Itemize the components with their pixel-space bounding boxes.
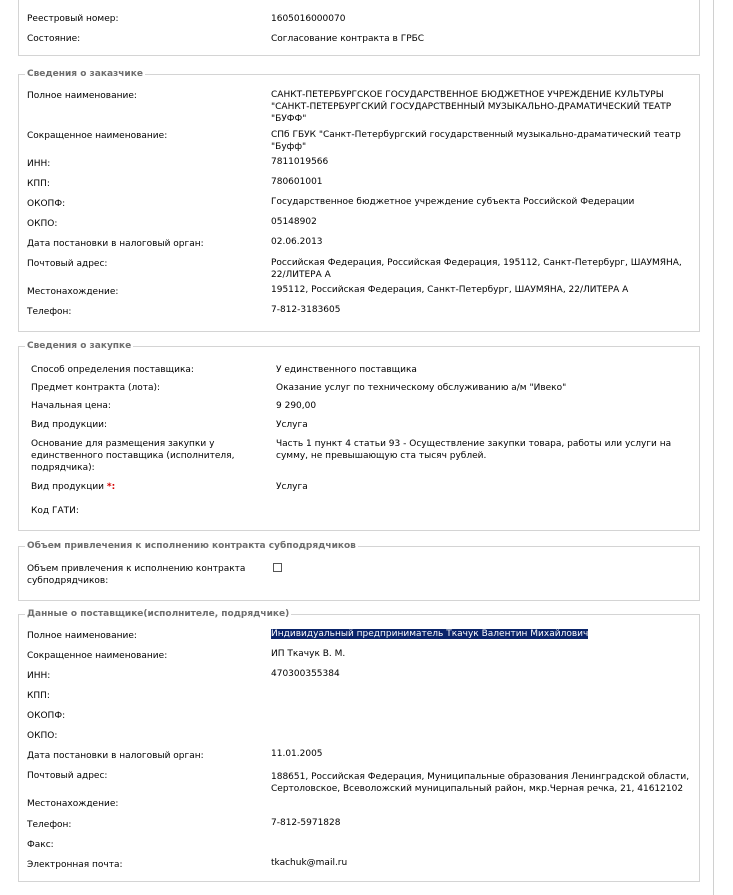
customer-panel [18,69,700,332]
supplier-shortname-label: Сокращенное наименование: [27,651,168,661]
customer-phone-value: 7-812-3183605 [271,305,341,315]
subcontract-legend: Объем привлечения к исполнению контракта субподрядчиков [27,541,356,551]
customer-inn-value: 7811019566 [271,157,329,167]
supplier-shortname-value: ИП Ткачук В. М. [271,649,346,659]
registry-number-label: Реестровый номер: [27,14,119,24]
subcontract-checkbox[interactable] [273,563,282,572]
supplier-email-label: Электронная почта: [27,860,123,870]
customer-okpo-label: ОКПО: [27,219,58,229]
supplier-fullname-label: Полное наименование: [27,631,137,641]
subcontract-label: Объем привлечения к исполнению контракта субподрядчиков: [27,564,246,586]
customer-okopf-label: ОКОПФ: [27,199,66,209]
supplier-okopf-label: ОКОПФ: [27,711,66,721]
supplier-location-label: Местонахождение: [27,799,119,809]
customer-phone-label: Телефон: [27,307,72,317]
supplier-postal-label: Почтовый адрес: [27,771,108,781]
customer-okpo-value: 05148902 [271,217,317,227]
supplier-method-label: Способ определения поставщика: [31,365,194,375]
status-label: Состояние: [27,34,81,44]
supplier-kpp-label: КПП: [27,691,50,701]
customer-fullname-label: Полное наименование: [27,91,137,101]
purchase-legend: Сведения о закупке [27,341,132,351]
supplier-email-value[interactable]: tkachuk@mail.ru [271,858,348,868]
supplier-phone-label: Телефон: [27,820,72,830]
customer-shortname-value: СПб ГБУК "Санкт-Петербургский государственный музыкально-драматический театр "Буфф" [271,130,681,152]
customer-taxdate-label: Дата постановки в налоговый орган: [27,239,204,249]
customer-postal-label: Почтовый адрес: [27,259,108,269]
page-right-border [713,0,714,895]
contract-subject-label: Предмет контракта (лота): [31,383,161,393]
registry-number-value: 1605016000070 [271,14,346,24]
product-type-value: Услуга [276,420,308,430]
status-value: Согласование контракта в ГРБС [271,34,425,44]
initial-price-label: Начальная цена: [31,401,111,411]
product-type-required-text: Вид продукции [31,482,105,492]
customer-kpp-label: КПП: [27,179,50,189]
supplier-inn-value: 470300355384 [271,669,340,679]
supplier-postal-value: 188651, Российская Федерация, Муниципальные образования Ленинградской области, Сертоловское, Всеволожский муниципальный район, мкр.Черная речка, 21, 41612102 [271,772,690,794]
supplier-taxdate-value: 11.01.2005 [271,749,323,759]
supplier-phone-value: 7-812-5971828 [271,818,341,828]
supplier-fullname-value[interactable]: Индивидуальный предприниматель Ткачук Валентин Михайлович [271,629,589,639]
placement-basis-label: Основание для размещения закупки у единственного поставщика (исполнителя, подрядчика): [31,439,235,473]
subcontract-panel [18,541,700,601]
purchase-panel [18,341,700,531]
customer-kpp-value: 780601001 [271,177,323,187]
product-type-required-label [31,482,115,492]
initial-price-value: 9 290,00 [276,401,317,411]
supplier-fax-label: Факс: [27,840,54,850]
supplier-panel [18,609,700,882]
customer-legend: Сведения о заказчике [27,69,143,79]
customer-inn-label: ИНН: [27,159,51,169]
supplier-method-value: У единственного поставщика [276,365,417,375]
product-type-required-value: Услуга [276,482,308,492]
customer-fullname-value: САНКТ-ПЕТЕРБУРГСКОЕ ГОСУДАРСТВЕННОЕ БЮДЖЕТНОЕ УЧРЕЖДЕНИЕ КУЛЬТУРЫ "САНКТ-ПЕТЕРБУРГСКИЙ ГОСУДАРСТВЕННЫЙ МУЗЫКАЛЬНО-ДРАМАТИЧЕСКИЙ ТЕАТР "БУФФ" [271,90,672,124]
supplier-taxdate-label: Дата постановки в налоговый орган: [27,751,204,761]
customer-location-label: Местонахождение: [27,287,119,297]
product-type-label: Вид продукции: [31,420,108,430]
customer-shortname-label: Сокращенное наименование: [27,131,168,141]
customer-location-value: 195112, Российская Федерация, Санкт-Петербург, ШАУМЯНА, 22/ЛИТЕРА А [271,285,629,295]
placement-basis-value: Часть 1 пункт 4 статьи 93 - Осуществление закупки товара, работы или услуги на сумму, не превышающую ста тысяч рублей. [276,439,672,461]
registry-panel [18,0,700,56]
contract-subject-value: Оказание услуг по техническому обслуживанию а/м "Ивеко" [276,383,567,393]
supplier-inn-label: ИНН: [27,671,51,681]
customer-taxdate-value: 02.06.2013 [271,237,323,247]
supplier-legend: Данные о поставщике(исполнителе, подрядчике) [27,609,290,619]
required-marker: *: [106,482,116,492]
customer-postal-value: Российская Федерация, Российская Федерация, 195112, Санкт-Петербург, ШАУМЯНА, 22/ЛИТЕРА А [271,258,682,280]
supplier-okpo-label: ОКПО: [27,731,58,741]
gati-code-label: Код ГАТИ: [31,506,79,516]
customer-okopf-value: Государственное бюджетное учреждение субъекта Российской Федерации [271,197,635,207]
